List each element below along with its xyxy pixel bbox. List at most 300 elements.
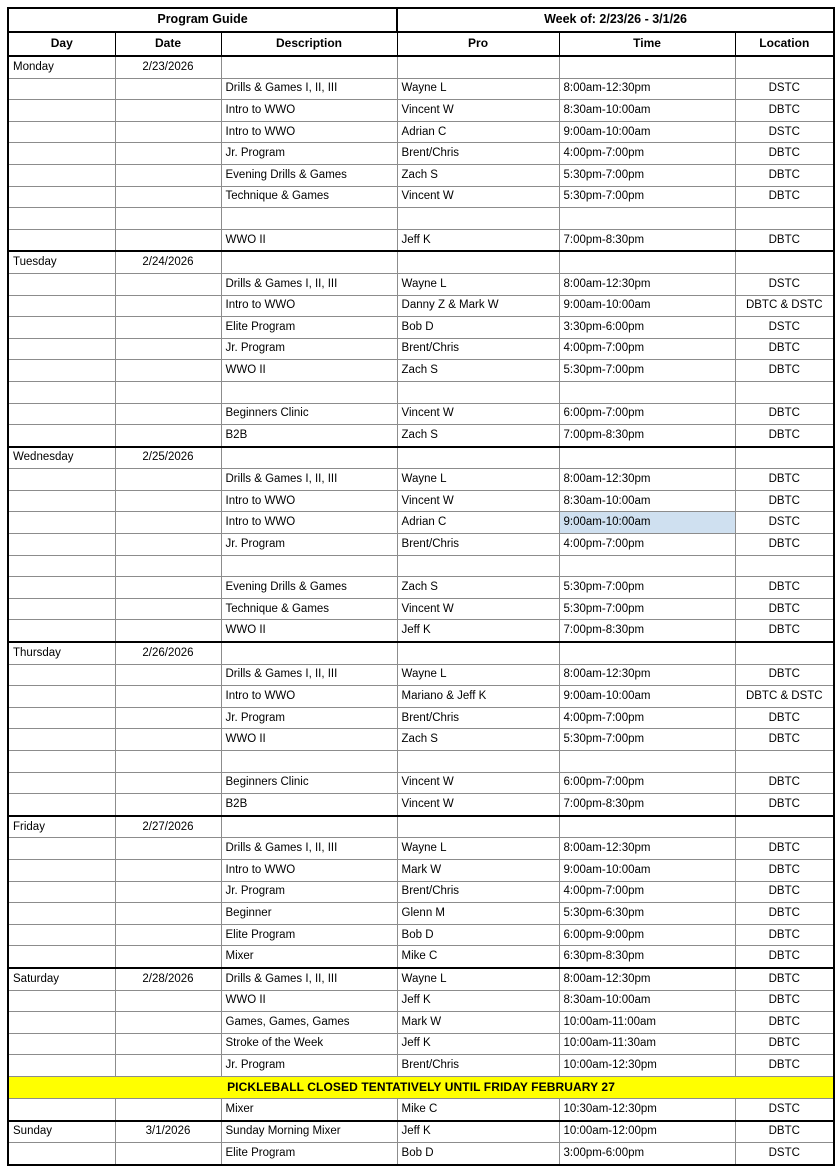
cell-time[interactable]: 9:00am-10:00am — [559, 295, 735, 317]
cell-day[interactable] — [8, 143, 115, 165]
cell-day[interactable] — [8, 78, 115, 100]
cell-day[interactable]: Thursday — [8, 642, 115, 664]
cell-date[interactable]: 2/27/2026 — [115, 816, 221, 838]
cell-pro[interactable]: Danny Z & Mark W — [397, 295, 559, 317]
cell-location[interactable]: DBTC & DSTC — [735, 686, 834, 708]
cell-pro[interactable]: Brent/Chris — [397, 143, 559, 165]
cell-date[interactable]: 2/25/2026 — [115, 447, 221, 469]
cell-location[interactable] — [735, 816, 834, 838]
cell-time[interactable] — [559, 447, 735, 469]
cell-day[interactable] — [8, 1012, 115, 1034]
table-row[interactable] — [8, 447, 834, 469]
cell-time[interactable]: 6:00pm-9:00pm — [559, 924, 735, 946]
cell-description[interactable]: Stroke of the Week — [221, 1033, 397, 1055]
cell-day[interactable] — [8, 1055, 115, 1077]
cell-pro[interactable]: Vincent W — [397, 772, 559, 794]
cell-pro[interactable] — [397, 642, 559, 664]
cell-pro[interactable]: Wayne L — [397, 664, 559, 686]
cell-description[interactable]: Mixer — [221, 1098, 397, 1120]
cell-description[interactable]: Beginners Clinic — [221, 403, 397, 425]
table-row[interactable] — [8, 469, 834, 491]
cell-date[interactable] — [115, 990, 221, 1012]
cell-date[interactable] — [115, 620, 221, 642]
cell-date[interactable] — [115, 1098, 221, 1120]
cell-location[interactable]: DBTC — [735, 164, 834, 186]
cell-description[interactable]: Jr. Program — [221, 1055, 397, 1077]
cell-location[interactable]: DBTC — [735, 990, 834, 1012]
cell-time[interactable]: 10:00am-12:30pm — [559, 1055, 735, 1077]
table-row[interactable] — [8, 990, 834, 1012]
cell-location[interactable]: DBTC — [735, 338, 834, 360]
cell-description[interactable]: Technique & Games — [221, 598, 397, 620]
cell-location[interactable]: DBTC — [735, 360, 834, 382]
cell-description[interactable]: WWO II — [221, 229, 397, 251]
cell-time[interactable]: 5:30pm-7:00pm — [559, 729, 735, 751]
cell-pro[interactable]: Vincent W — [397, 598, 559, 620]
cell-day[interactable] — [8, 772, 115, 794]
cell-time[interactable] — [559, 251, 735, 273]
cell-time[interactable]: 10:00am-11:00am — [559, 1012, 735, 1034]
cell-day[interactable] — [8, 317, 115, 339]
table-row[interactable] — [8, 968, 834, 990]
table-row[interactable] — [8, 100, 834, 122]
cell-day[interactable]: Wednesday — [8, 447, 115, 469]
cell-pro[interactable]: Vincent W — [397, 490, 559, 512]
cell-time[interactable]: 5:30pm-7:00pm — [559, 577, 735, 599]
cell-date[interactable] — [115, 1055, 221, 1077]
cell-date[interactable]: 2/23/2026 — [115, 56, 221, 78]
cell-location[interactable] — [735, 208, 834, 230]
cell-location[interactable]: DBTC — [735, 968, 834, 990]
cell-pro[interactable]: Vincent W — [397, 794, 559, 816]
cell-pro[interactable]: Zach S — [397, 577, 559, 599]
cell-pro[interactable]: Brent/Chris — [397, 707, 559, 729]
cell-description[interactable]: Drills & Games I, II, III — [221, 968, 397, 990]
cell-day[interactable]: Monday — [8, 56, 115, 78]
cell-date[interactable] — [115, 78, 221, 100]
cell-day[interactable] — [8, 1098, 115, 1120]
table-row[interactable] — [8, 1033, 834, 1055]
cell-location[interactable]: DSTC — [735, 273, 834, 295]
table-row[interactable] — [8, 903, 834, 925]
cell-day[interactable] — [8, 686, 115, 708]
cell-pro[interactable] — [397, 251, 559, 273]
cell-date[interactable] — [115, 100, 221, 122]
cell-time[interactable]: 5:30pm-7:00pm — [559, 360, 735, 382]
cell-pro[interactable] — [397, 751, 559, 773]
table-row[interactable] — [8, 859, 834, 881]
cell-description[interactable] — [221, 447, 397, 469]
cell-pro[interactable]: Zach S — [397, 425, 559, 447]
cell-time[interactable]: 4:00pm-7:00pm — [559, 338, 735, 360]
cell-time[interactable]: 6:30pm-8:30pm — [559, 946, 735, 968]
cell-date[interactable] — [115, 338, 221, 360]
cell-date[interactable] — [115, 143, 221, 165]
cell-description[interactable] — [221, 208, 397, 230]
cell-time[interactable] — [559, 555, 735, 577]
cell-date[interactable] — [115, 924, 221, 946]
cell-date[interactable] — [115, 1143, 221, 1165]
table-row[interactable] — [8, 729, 834, 751]
table-row[interactable] — [8, 838, 834, 860]
cell-description[interactable]: Elite Program — [221, 924, 397, 946]
cell-description[interactable]: Elite Program — [221, 317, 397, 339]
cell-pro[interactable]: Mark W — [397, 859, 559, 881]
cell-day[interactable]: Tuesday — [8, 251, 115, 273]
cell-pro[interactable]: Zach S — [397, 360, 559, 382]
cell-location[interactable] — [735, 447, 834, 469]
cell-day[interactable] — [8, 121, 115, 143]
cell-date[interactable] — [115, 707, 221, 729]
cell-day[interactable] — [8, 425, 115, 447]
cell-description[interactable]: Mixer — [221, 946, 397, 968]
cell-time[interactable]: 7:00pm-8:30pm — [559, 794, 735, 816]
cell-location[interactable]: DBTC — [735, 186, 834, 208]
table-row[interactable] — [8, 772, 834, 794]
cell-time[interactable]: 8:00am-12:30pm — [559, 664, 735, 686]
table-row[interactable] — [8, 707, 834, 729]
cell-location[interactable]: DBTC — [735, 664, 834, 686]
table-row[interactable] — [8, 598, 834, 620]
cell-date[interactable] — [115, 1012, 221, 1034]
cell-time[interactable]: 4:00pm-7:00pm — [559, 881, 735, 903]
cell-day[interactable] — [8, 1033, 115, 1055]
cell-date[interactable] — [115, 664, 221, 686]
cell-time[interactable]: 8:30am-10:00am — [559, 100, 735, 122]
cell-pro[interactable]: Mike C — [397, 1098, 559, 1120]
cell-date[interactable] — [115, 512, 221, 534]
cell-day[interactable] — [8, 729, 115, 751]
cell-day[interactable] — [8, 555, 115, 577]
cell-description[interactable]: B2B — [221, 425, 397, 447]
cell-description[interactable]: Evening Drills & Games — [221, 577, 397, 599]
table-row[interactable] — [8, 381, 834, 403]
cell-pro[interactable]: Brent/Chris — [397, 881, 559, 903]
cell-pro[interactable]: Mike C — [397, 946, 559, 968]
cell-location[interactable]: DBTC — [735, 838, 834, 860]
cell-description[interactable]: Jr. Program — [221, 534, 397, 556]
cell-description[interactable]: Intro to WWO — [221, 490, 397, 512]
cell-location[interactable]: DBTC — [735, 881, 834, 903]
cell-description[interactable]: Jr. Program — [221, 338, 397, 360]
cell-pro[interactable]: Glenn M — [397, 903, 559, 925]
cell-pro[interactable]: Wayne L — [397, 273, 559, 295]
cell-pro[interactable]: Adrian C — [397, 121, 559, 143]
table-row[interactable] — [8, 273, 834, 295]
cell-description[interactable] — [221, 251, 397, 273]
cell-description[interactable]: Elite Program — [221, 1143, 397, 1165]
cell-description[interactable]: Intro to WWO — [221, 859, 397, 881]
cell-location[interactable]: DBTC — [735, 946, 834, 968]
cell-location[interactable]: DBTC — [735, 534, 834, 556]
cell-location[interactable]: DBTC — [735, 924, 834, 946]
cell-day[interactable] — [8, 794, 115, 816]
table-row[interactable] — [8, 338, 834, 360]
cell-date[interactable] — [115, 838, 221, 860]
cell-time[interactable]: 10:00am-11:30am — [559, 1033, 735, 1055]
cell-description[interactable]: Jr. Program — [221, 143, 397, 165]
cell-time[interactable]: 5:30pm-7:00pm — [559, 164, 735, 186]
cell-day[interactable]: Saturday — [8, 968, 115, 990]
table-row[interactable] — [8, 360, 834, 382]
cell-date[interactable]: 2/28/2026 — [115, 968, 221, 990]
cell-time[interactable] — [559, 56, 735, 78]
table-row[interactable] — [8, 1055, 834, 1077]
cell-day[interactable] — [8, 534, 115, 556]
cell-pro[interactable] — [397, 447, 559, 469]
cell-time[interactable]: 8:00am-12:30pm — [559, 469, 735, 491]
cell-description[interactable]: Drills & Games I, II, III — [221, 78, 397, 100]
cell-day[interactable] — [8, 620, 115, 642]
cell-date[interactable] — [115, 295, 221, 317]
cell-date[interactable] — [115, 381, 221, 403]
cell-description[interactable] — [221, 751, 397, 773]
cell-date[interactable] — [115, 403, 221, 425]
cell-date[interactable] — [115, 946, 221, 968]
cell-description[interactable]: Intro to WWO — [221, 295, 397, 317]
table-row[interactable] — [8, 295, 834, 317]
table-row[interactable] — [8, 56, 834, 78]
cell-date[interactable] — [115, 794, 221, 816]
table-row[interactable] — [8, 403, 834, 425]
cell-location[interactable]: DBTC — [735, 403, 834, 425]
cell-day[interactable]: Friday — [8, 816, 115, 838]
table-row[interactable] — [8, 620, 834, 642]
table-row[interactable] — [8, 1121, 834, 1143]
cell-day[interactable] — [8, 381, 115, 403]
cell-location[interactable]: DBTC — [735, 794, 834, 816]
cell-time[interactable]: 8:00am-12:30pm — [559, 838, 735, 860]
cell-date[interactable] — [115, 534, 221, 556]
cell-date[interactable] — [115, 164, 221, 186]
cell-date[interactable]: 3/1/2026 — [115, 1121, 221, 1143]
cell-time[interactable]: 7:00pm-8:30pm — [559, 620, 735, 642]
cell-pro[interactable]: Bob D — [397, 317, 559, 339]
cell-date[interactable] — [115, 229, 221, 251]
table-row[interactable] — [8, 229, 834, 251]
cell-time[interactable] — [559, 816, 735, 838]
cell-description[interactable] — [221, 555, 397, 577]
cell-date[interactable] — [115, 317, 221, 339]
cell-day[interactable] — [8, 598, 115, 620]
table-row[interactable] — [8, 534, 834, 556]
cell-description[interactable] — [221, 381, 397, 403]
cell-pro[interactable]: Bob D — [397, 924, 559, 946]
table-row[interactable] — [8, 1143, 834, 1165]
cell-time[interactable]: 5:30pm-6:30pm — [559, 903, 735, 925]
cell-pro[interactable]: Vincent W — [397, 186, 559, 208]
cell-location[interactable]: DBTC — [735, 143, 834, 165]
cell-description[interactable]: B2B — [221, 794, 397, 816]
cell-day[interactable] — [8, 881, 115, 903]
cell-day[interactable] — [8, 208, 115, 230]
cell-time[interactable]: 4:00pm-7:00pm — [559, 534, 735, 556]
cell-description[interactable]: Drills & Games I, II, III — [221, 273, 397, 295]
cell-date[interactable] — [115, 555, 221, 577]
cell-time[interactable]: 6:00pm-7:00pm — [559, 772, 735, 794]
cell-description[interactable]: Drills & Games I, II, III — [221, 664, 397, 686]
cell-location[interactable]: DBTC — [735, 1055, 834, 1077]
cell-time[interactable]: 5:30pm-7:00pm — [559, 186, 735, 208]
cell-day[interactable] — [8, 946, 115, 968]
cell-time[interactable]: 4:00pm-7:00pm — [559, 707, 735, 729]
cell-pro[interactable]: Vincent W — [397, 403, 559, 425]
table-row[interactable] — [8, 425, 834, 447]
cell-location[interactable]: DBTC — [735, 903, 834, 925]
cell-time[interactable]: 3:30pm-6:00pm — [559, 317, 735, 339]
cell-day[interactable] — [8, 512, 115, 534]
cell-location[interactable]: DBTC — [735, 577, 834, 599]
cell-location[interactable]: DSTC — [735, 121, 834, 143]
cell-time[interactable] — [559, 381, 735, 403]
cell-time[interactable]: 7:00pm-8:30pm — [559, 425, 735, 447]
cell-description[interactable]: Drills & Games I, II, III — [221, 469, 397, 491]
cell-pro[interactable]: Wayne L — [397, 469, 559, 491]
cell-date[interactable] — [115, 729, 221, 751]
cell-date[interactable]: 2/24/2026 — [115, 251, 221, 273]
table-row[interactable] — [8, 1098, 834, 1120]
cell-time[interactable]: 8:30am-10:00am — [559, 990, 735, 1012]
cell-description[interactable]: Sunday Morning Mixer — [221, 1121, 397, 1143]
cell-day[interactable] — [8, 360, 115, 382]
cell-pro[interactable]: Jeff K — [397, 1121, 559, 1143]
cell-location[interactable] — [735, 56, 834, 78]
table-row[interactable] — [8, 686, 834, 708]
cell-time[interactable]: 9:00am-10:00am — [559, 686, 735, 708]
cell-description[interactable]: Beginners Clinic — [221, 772, 397, 794]
cell-time[interactable]: 6:00pm-7:00pm — [559, 403, 735, 425]
cell-pro[interactable]: Wayne L — [397, 78, 559, 100]
cell-date[interactable] — [115, 598, 221, 620]
cell-day[interactable] — [8, 403, 115, 425]
cell-pro[interactable]: Vincent W — [397, 100, 559, 122]
cell-date[interactable] — [115, 1033, 221, 1055]
cell-description[interactable]: Jr. Program — [221, 707, 397, 729]
cell-day[interactable] — [8, 1143, 115, 1165]
cell-time[interactable] — [559, 751, 735, 773]
cell-description[interactable]: Beginner — [221, 903, 397, 925]
cell-location[interactable]: DSTC — [735, 1143, 834, 1165]
cell-time[interactable] — [559, 642, 735, 664]
cell-description[interactable]: Intro to WWO — [221, 686, 397, 708]
cell-date[interactable] — [115, 186, 221, 208]
table-row[interactable] — [8, 816, 834, 838]
cell-pro[interactable] — [397, 56, 559, 78]
cell-pro[interactable]: Brent/Chris — [397, 1055, 559, 1077]
cell-description[interactable]: Technique & Games — [221, 186, 397, 208]
cell-time[interactable]: 7:00pm-8:30pm — [559, 229, 735, 251]
table-row[interactable] — [8, 751, 834, 773]
cell-day[interactable] — [8, 751, 115, 773]
cell-date[interactable] — [115, 859, 221, 881]
cell-location[interactable]: DSTC — [735, 317, 834, 339]
cell-description[interactable]: Games, Games, Games — [221, 1012, 397, 1034]
cell-date[interactable] — [115, 881, 221, 903]
cell-date[interactable] — [115, 686, 221, 708]
cell-location[interactable]: DBTC — [735, 425, 834, 447]
cell-location[interactable]: DBTC — [735, 620, 834, 642]
cell-pro[interactable]: Mariano & Jeff K — [397, 686, 559, 708]
cell-day[interactable] — [8, 490, 115, 512]
table-row[interactable] — [8, 664, 834, 686]
cell-location[interactable]: DSTC — [735, 1098, 834, 1120]
cell-location[interactable] — [735, 642, 834, 664]
cell-description[interactable]: Drills & Games I, II, III — [221, 838, 397, 860]
cell-time[interactable]: 9:00am-10:00am — [559, 121, 735, 143]
cell-location[interactable]: DBTC — [735, 490, 834, 512]
cell-day[interactable] — [8, 990, 115, 1012]
table-row[interactable] — [8, 78, 834, 100]
table-row[interactable] — [8, 555, 834, 577]
cell-description[interactable]: WWO II — [221, 360, 397, 382]
cell-description[interactable]: Intro to WWO — [221, 100, 397, 122]
cell-description[interactable] — [221, 642, 397, 664]
cell-description[interactable]: Intro to WWO — [221, 512, 397, 534]
cell-description[interactable]: Jr. Program — [221, 881, 397, 903]
cell-location[interactable]: DSTC — [735, 78, 834, 100]
cell-time[interactable] — [559, 208, 735, 230]
cell-location[interactable]: DBTC — [735, 729, 834, 751]
cell-time[interactable]: 9:00am-10:00am — [559, 512, 735, 534]
cell-day[interactable] — [8, 707, 115, 729]
cell-day[interactable] — [8, 838, 115, 860]
cell-location[interactable] — [735, 555, 834, 577]
cell-location[interactable] — [735, 251, 834, 273]
cell-pro[interactable] — [397, 816, 559, 838]
cell-date[interactable] — [115, 208, 221, 230]
cell-pro[interactable]: Bob D — [397, 1143, 559, 1165]
cell-location[interactable]: DBTC — [735, 229, 834, 251]
cell-date[interactable] — [115, 121, 221, 143]
table-row[interactable] — [8, 121, 834, 143]
cell-date[interactable]: 2/26/2026 — [115, 642, 221, 664]
cell-time[interactable]: 8:00am-12:30pm — [559, 968, 735, 990]
cell-pro[interactable]: Brent/Chris — [397, 534, 559, 556]
cell-date[interactable] — [115, 577, 221, 599]
table-row[interactable] — [8, 1012, 834, 1034]
cell-day[interactable]: Sunday — [8, 1121, 115, 1143]
cell-location[interactable]: DBTC — [735, 772, 834, 794]
cell-date[interactable] — [115, 360, 221, 382]
table-row[interactable] — [8, 577, 834, 599]
cell-location[interactable]: DBTC — [735, 859, 834, 881]
cell-description[interactable]: WWO II — [221, 729, 397, 751]
table-row[interactable] — [8, 794, 834, 816]
cell-pro[interactable]: Jeff K — [397, 229, 559, 251]
cell-pro[interactable]: Wayne L — [397, 968, 559, 990]
cell-time[interactable]: 8:30am-10:00am — [559, 490, 735, 512]
cell-day[interactable] — [8, 469, 115, 491]
cell-time[interactable]: 10:00am-12:00pm — [559, 1121, 735, 1143]
cell-location[interactable]: DBTC — [735, 469, 834, 491]
table-row[interactable] — [8, 143, 834, 165]
cell-day[interactable] — [8, 903, 115, 925]
cell-pro[interactable]: Jeff K — [397, 1033, 559, 1055]
table-row[interactable] — [8, 251, 834, 273]
cell-description[interactable]: Intro to WWO — [221, 121, 397, 143]
table-row[interactable] — [8, 164, 834, 186]
cell-location[interactable] — [735, 751, 834, 773]
cell-day[interactable] — [8, 338, 115, 360]
cell-pro[interactable] — [397, 208, 559, 230]
cell-description[interactable]: Evening Drills & Games — [221, 164, 397, 186]
cell-pro[interactable] — [397, 555, 559, 577]
cell-pro[interactable]: Zach S — [397, 164, 559, 186]
cell-location[interactable]: DBTC — [735, 598, 834, 620]
cell-date[interactable] — [115, 273, 221, 295]
cell-date[interactable] — [115, 772, 221, 794]
cell-description[interactable] — [221, 56, 397, 78]
